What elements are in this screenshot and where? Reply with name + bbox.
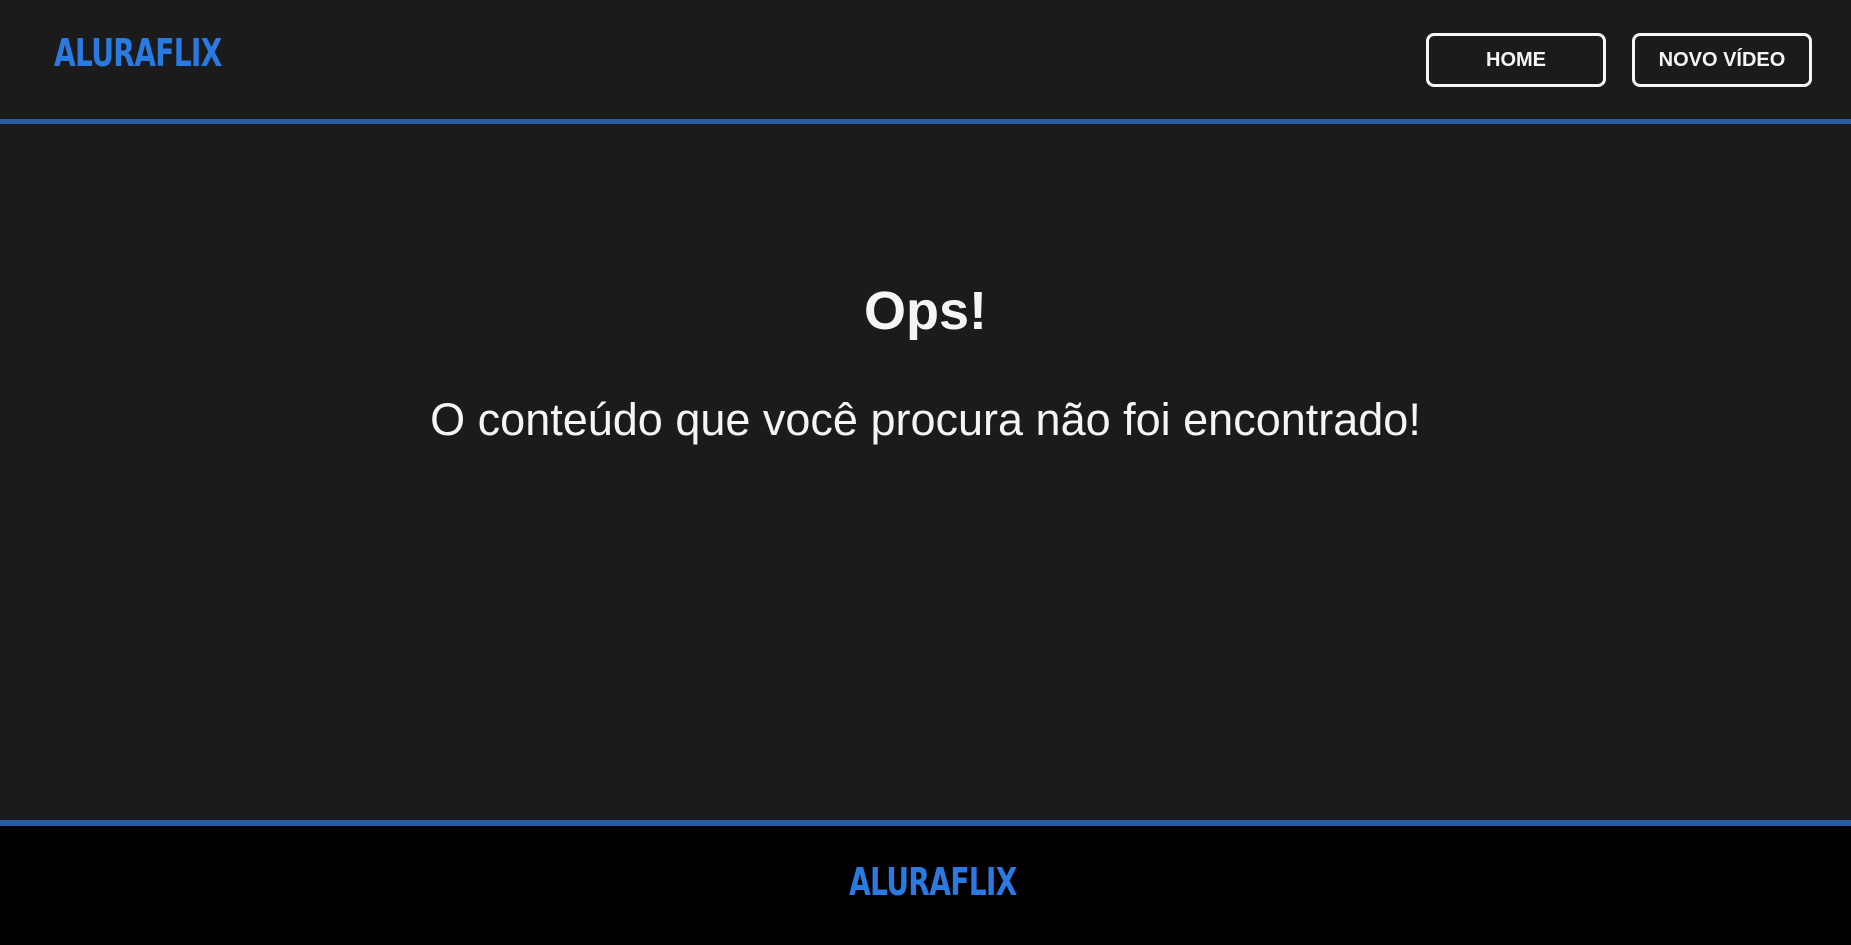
not-found-message: O conteúdo que você procura não foi encontrado! [430,394,1421,445]
footer-logo[interactable]: ALURAFLIX [849,860,1017,904]
page-title: Ops! [863,281,987,341]
new-video-button[interactable]: NOVO VÍDEO [1632,33,1812,87]
header [0,0,1851,124]
main-nav [1426,33,1812,87]
home-button[interactable]: HOME [1426,33,1606,87]
header-logo[interactable]: ALURAFLIX [54,31,222,75]
not-found-content [0,124,1851,820]
footer [0,820,1851,945]
